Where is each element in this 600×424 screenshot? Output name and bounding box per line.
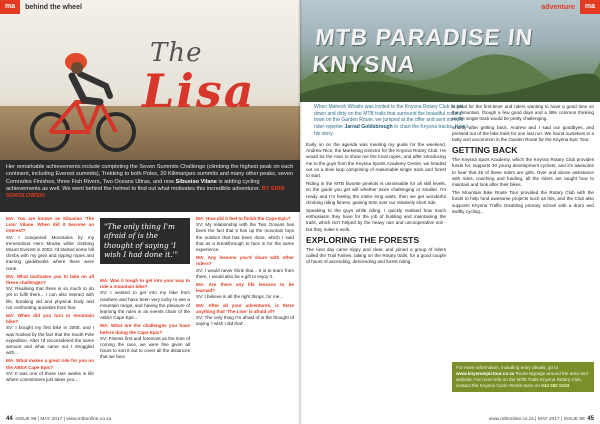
qa-question: MA: What motivates you to take on all these challenges? [6, 273, 94, 286]
section-tag: ma [580, 0, 600, 14]
body-paragraph: The next day came nippy and clear, and joined a group of riders called the Trail Fairies, taking on the Rotary trails, for a good couple of hours of ascending, descending and forest riding. [306, 246, 446, 265]
qa-question: MA: When did you turn to mountain bike? [6, 313, 94, 325]
qa-question: MA: Any lessons you'd share with other riders? [196, 255, 294, 267]
intro-standfirst [0, 160, 300, 212]
qa-answer: SV: I would never think that... It is to learn from there, I would also be a gift to enjoy it. [196, 267, 294, 279]
left-footer [6, 414, 111, 424]
section-tag: ma [0, 0, 20, 14]
right-footer [489, 414, 594, 424]
info-box [452, 362, 594, 392]
intro-name: Jarrad Goldsbrough [344, 124, 393, 131]
intro-lead: When Mahesh Whatto was invited to the Knysna Rotary Club to get down and dirty on the MTB trails that surround the beautiful coastal town on the Garden Route, we jumped at the offer and sent intrepid rider-reporter [314, 104, 464, 131]
hero-image-rider [0, 0, 300, 160]
info-phone: 044 382 5153 [541, 383, 570, 388]
subheading-exploring: EXPLORING THE FORESTS [306, 234, 420, 245]
qa-answer: SV: I bought my first bike in 2008, and I was hooked by the fact that the South Pole expedition. After I'd reconsidered the same amount and what came out I struggled with... [6, 325, 94, 356]
section-name: adventure [541, 3, 575, 11]
qa-answer: SV: My relationship with the Two Oceans has been the fact that it has up the mountain tops the outdoor that has been done, which I said that as a breakthrough to face in for the same experience. [196, 222, 294, 253]
byline: BY ERIN SOKOLOWSKI [6, 185, 285, 200]
body-paragraph: is ideal for the first-timer and riders wanting to have a good time on the mountain, though a few good days and a little common thinking on the single track would be pretty challenging. [452, 104, 594, 122]
article-title: MTB PARADISE IN KNYSNA [311, 24, 535, 77]
body-paragraph: The Mountain Bike Route Tour provided the Rotary Club with the funds to help fund awesome projects such as this, and the Club also supports Knysna Traffic Disabling primary school with a drum and swiftly cycling... [452, 190, 594, 214]
intro-tail: is adding cycling achievements as well. We went behind the helmet to find out what motivates this incredible adventurer. [6, 178, 261, 192]
qa-answer: SV: I wanted to get into my bike from nowhere and have been very lucky to see a mountain range, and having the pleasure of learning the rules in an events chain of the ABSA Cape Epic... [100, 290, 190, 321]
qa-question: MA: How did it feel to finish the Cape Epic? [196, 216, 291, 221]
body-paragraph: Riding in the MTB favorite pinelots is unmissable for all skill levels, so the guide you get will whether more challenging or smaller. I'm ready and I'm feeling the entire long waits, then we get wonderful climbing riding fitness, gaining 50m over our relatively short ride. [306, 181, 446, 205]
qa-answer: SV: I conquered Mountains by my tremendous Hero Mnuka while climbing Mount Everest in 2003. I'd started some hill climbs with my gear and ripping ropes and training guidebooks where there were none. [6, 234, 94, 271]
title-prefix: The [150, 38, 203, 68]
right-page [300, 0, 600, 424]
qa-answer: SV: Fitness first and foremost as the time of coming the race, we were fine given all hours to sort it out to cover all the distances that we face. [100, 335, 190, 360]
left-column-1 [6, 216, 94, 385]
subheading-getting-back: GETTING BACK [452, 145, 518, 156]
qa-question: MA: What are the challenges you have before doing the Cape Epic? [100, 323, 190, 335]
qa-answer: SV: The only thing I'm afraid of is the thought of saying 'I wish I did that'. [196, 315, 294, 327]
issue-line: www.mtbonline.co.za | MAY 2017 | ISSUE 98 [488, 416, 585, 422]
qa-question: MA: What makes a great ride for you on the ABSA Cape Epic? [6, 358, 94, 370]
qa-question: MA: You are known as Sibusiso 'The Lion' Vilane. When did it become an interest? [6, 216, 94, 234]
body-paragraph: Shortly after getting back, Andrew and I said our goodbyes, and pressed out of the bike trails for one last run. We found ourselves in a tasty and uncommon in the Garden Route for the Knysna Epic Tour. [452, 124, 594, 143]
spine-gutter [298, 0, 302, 424]
info-lead: For more information, including entry details, go to [456, 365, 559, 370]
right-running-head [536, 0, 600, 14]
body-paragraph: Speaking to the guys while riding, I quickly realised how much enthusiasm they have for the job of building and maintaining the trails, which isn't helped by the heavy rain and uncooperative soil - but they make it work. [306, 208, 446, 232]
body-paragraph: Early on on the agenda was meeting my guide for the weekend, Andrew Rice, the Marketing Director for the Knysna Rotary Club. He would be the man to show me the local ropes, and after introducing me to the guys from the Knysna Sports Academy Centre, we headed out on a slow loop comprising of reasonable single track and forest to start. [306, 142, 446, 179]
qa-answer: SV: I believe in all the right things, for me... [196, 294, 284, 300]
page-number: 45 [587, 416, 594, 422]
pull-quote: "The only thing I'm afraid of is the thought of saying 'I wish I had done it.'" [100, 218, 190, 264]
hero-image-forest [300, 0, 600, 102]
intro-name: Sibusiso Vilane [175, 178, 217, 185]
right-column-1 [306, 142, 446, 267]
left-column-2 [100, 278, 190, 363]
page-number: 44 [6, 416, 13, 422]
qa-question: MA: Are there any life lessons to be learned? [196, 282, 294, 294]
issue-line: ISSUE 98 | MAY 2017 | www.mtbonline.co.za [15, 416, 112, 422]
right-standfirst [314, 104, 474, 138]
qa-answer: SV: Realising that there is so much to do yet to fulfil there... I can also interact with life, breaking old and physical body and not confronting anxieties from fear. [6, 286, 94, 310]
right-column-2 [452, 104, 594, 217]
qa-answer: SV: It was one of those rare weeks in life where commitment just takes you... [6, 370, 94, 383]
qa-question: MA: Was it tough to get into your way to ride a mountain bike? [100, 278, 190, 290]
intro-tail: to chart the Knysna tracks. Here's his story. [314, 124, 469, 137]
left-column-3 [196, 216, 294, 329]
qa-question: MA: After all your adventures, is there anything that 'The Lion' is afraid of? [196, 302, 294, 314]
section-name: behind the wheel [25, 3, 82, 11]
left-running-head [0, 0, 87, 14]
intro-text: Her remarkable achievements include completing the Seven Summits Challenge (climbing the highest peak on each continent, including Everest summits), Trekking to both Poles, 20 Kilimanjaro summits and many other peaks, seven Comrades Finishes, three Fish Rivers, Two Oceans Ultras, and now [6, 164, 294, 185]
rider-silhouette-icon [28, 36, 138, 154]
info-mid: Route signage around the area and website. For more info on the MTB Trails Knysna Rotary Club, contact the Knysna Cycle Works team on [456, 371, 588, 388]
body-paragraph: The Knysna Sport Academy, which the Knysna Rotary Club provides funds for, supports 30 young development cyclists, and it's awesome to hear that 25 of these riders are girls. Over and above assistance with rides, coaching and funding, all the riders are taught how to maintain and look after their bikes. [452, 157, 594, 188]
title-main: Lisa [142, 64, 256, 118]
info-site: www.knysnaepictour.co.za [456, 371, 515, 376]
